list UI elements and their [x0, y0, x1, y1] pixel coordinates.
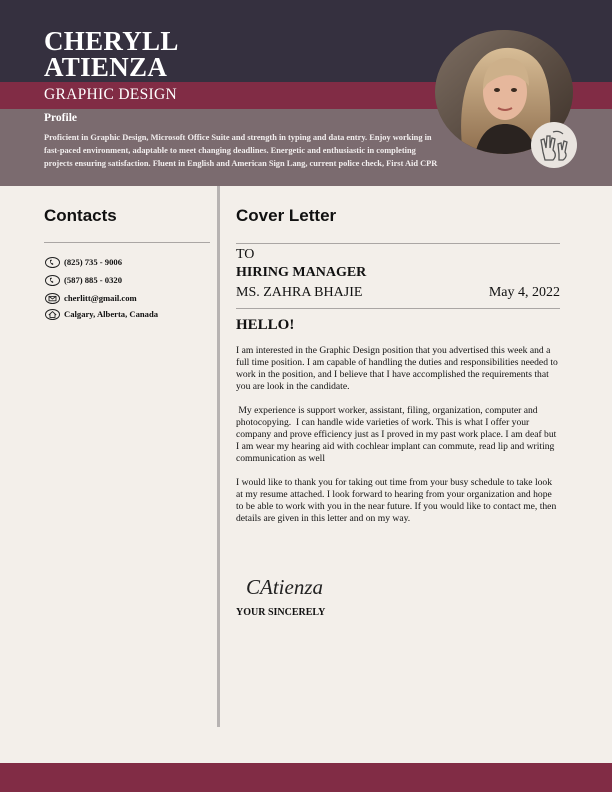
phone-icon: [44, 256, 60, 268]
footer-band: [0, 763, 612, 792]
to-label: TO: [236, 247, 255, 262]
letter-paragraph: I am interested in the Graphic Design position that you advertised this week and a full time position. I am capable of handling the duties and responsibilities needed to work in the position, and I believe that I have accomplished the requirements that you are look in the candidate.: [236, 345, 558, 392]
letter-paragraph: My experience is support worker, assistant, filing, organization, computer and photocopying. I can handle wide varieties of work. This is what I offer your company and prove efficiency just as I proved in my past work place. I am deaf but I am wear my hearing aid with cochlear implant can commute, read lip and writing communication as well: [236, 405, 559, 464]
phone-icon: [44, 274, 60, 286]
letter-date: May 4, 2022: [488, 285, 560, 300]
closing: YOUR SINCERELY: [236, 607, 326, 618]
letter-paragraph: I would like to thank you for taking out time from your busy schedule to take look at my resume attached. I look forward to hearing from your organization and hope to be able to work with you in the near future. If you would like to contact me, then details are given in this letter and on my way.: [236, 477, 557, 524]
sign-language-icon: [531, 122, 577, 168]
home-icon: [44, 308, 60, 320]
contact-address: [44, 307, 158, 321]
contacts-rule: [44, 242, 210, 243]
recipient-title: HIRING MANAGER: [236, 265, 367, 280]
column-divider: [217, 186, 220, 727]
signature: CAtienza: [246, 575, 323, 599]
contact-text: Calgary, Alberta, Canada: [64, 309, 159, 319]
email-icon: [44, 292, 60, 304]
profile-heading: Profile: [44, 112, 77, 124]
contact-phone-1[interactable]: [44, 255, 122, 269]
contact-text: (825) 735 - 9006: [64, 257, 122, 267]
recipient-name: MS. ZAHRA BHAJIE: [236, 285, 363, 300]
cover-rule-top: [236, 243, 560, 244]
greeting: HELLO!: [236, 317, 295, 333]
candidate-name: [44, 28, 179, 80]
contacts-heading: Contacts: [44, 206, 117, 225]
first-name: CHERYLL: [44, 26, 179, 56]
contact-text: (587) 885 - 0320: [64, 275, 122, 285]
profile-text: Proficient in Graphic Design, Microsoft Office Suite and strength in typing and data entry. Enjoy working in fast-paced environment, adaptable to meet changing deadlines. Energetic and enthusiastic in completing projects ensuring satisfaction. Fluent in English and American Sign Lang, current police check, First Aid CPR: [44, 133, 438, 168]
role-title: GRAPHIC DESIGN: [44, 86, 177, 103]
contact-text: cherlitt@gmail.com: [64, 293, 137, 303]
cover-rule-bottom: [236, 308, 560, 309]
last-name: ATIENZA: [44, 52, 168, 82]
cover-letter-heading: Cover Letter: [236, 206, 337, 225]
contact-phone-2[interactable]: [44, 273, 122, 287]
contact-email[interactable]: [44, 291, 137, 305]
